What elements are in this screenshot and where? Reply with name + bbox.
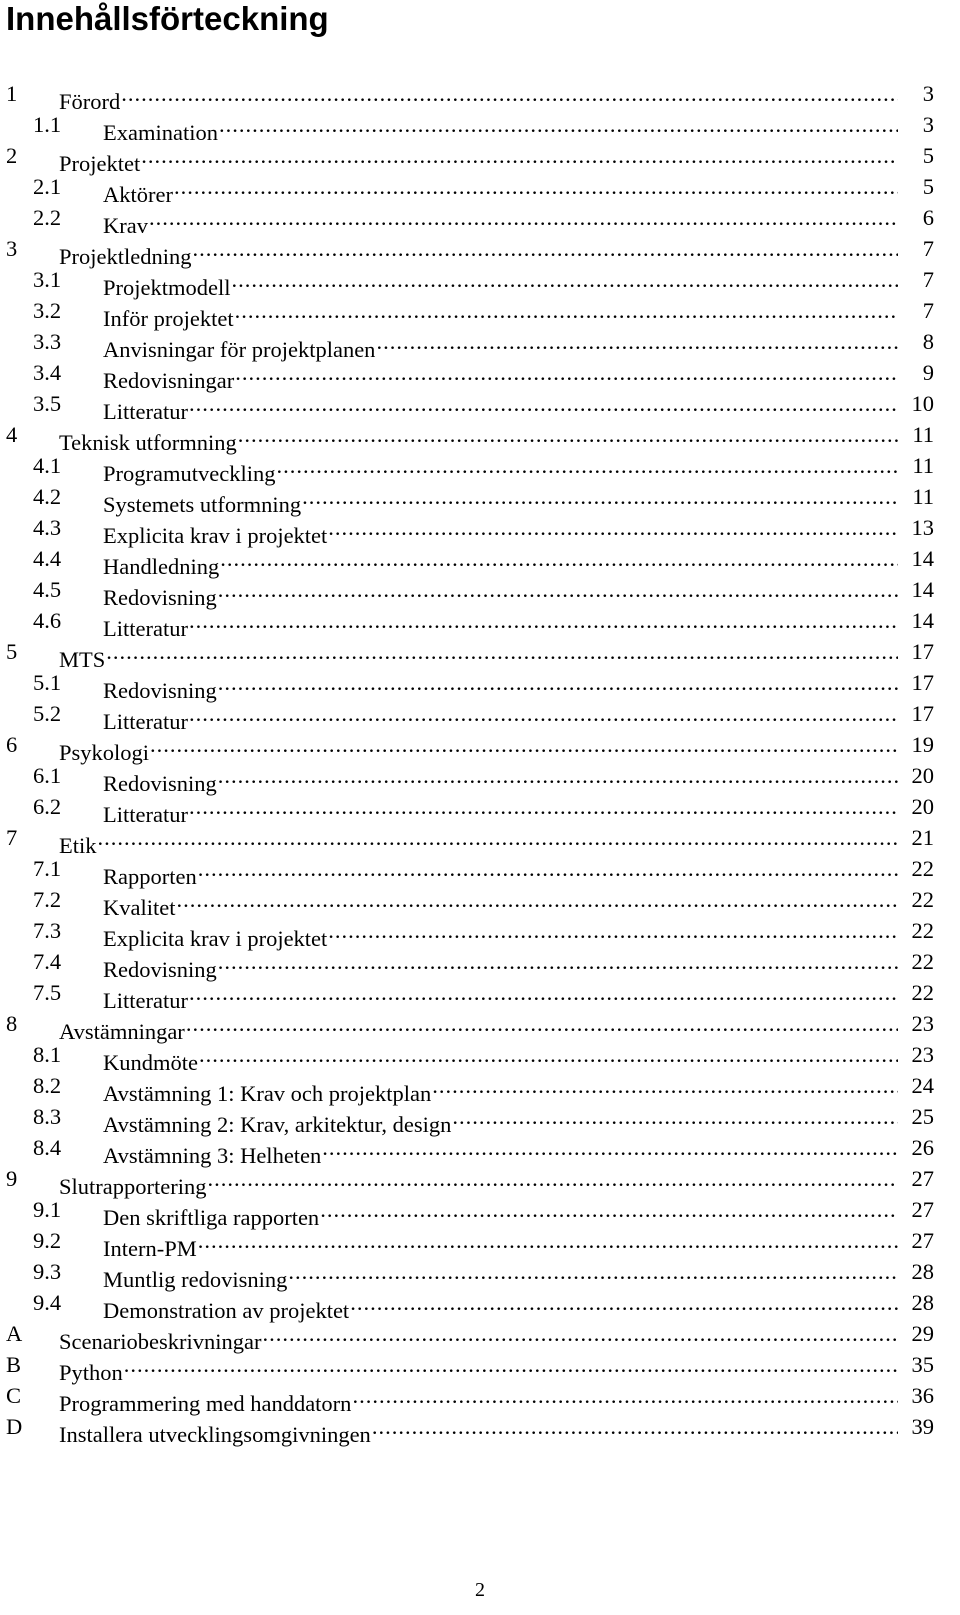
toc-entry-page: 11	[912, 422, 934, 447]
toc-entry-number: 2.2	[33, 205, 62, 230]
toc-entry-title-wrap	[59, 1411, 898, 1450]
dot-leader	[199, 1039, 898, 1070]
toc-entry[interactable]	[0, 233, 960, 269]
dot-leader	[235, 357, 898, 388]
dot-leader	[350, 1287, 898, 1318]
toc-entry-page: 6	[922, 205, 934, 230]
dot-leader	[141, 140, 898, 171]
toc-entry-title: Kvalitet	[103, 895, 176, 920]
toc-entry-title: Psykologi	[59, 740, 150, 765]
toc-entry-page: 7	[922, 267, 934, 292]
dot-leader	[220, 543, 898, 574]
toc-entry-number: 9	[6, 1166, 18, 1191]
toc-entry-number: 7.4	[33, 949, 62, 974]
toc-entry-page: 39	[911, 1414, 934, 1439]
toc-entry[interactable]	[0, 822, 960, 858]
toc-entry-number: 9.3	[33, 1259, 62, 1284]
toc-entry-title: Avstämning 3: Helheten	[103, 1143, 322, 1168]
dot-leader	[288, 1256, 898, 1287]
toc-entry-title: Redovisning	[103, 585, 217, 610]
toc-entry-title: Litteratur	[103, 616, 188, 641]
toc-entry-number: 7.2	[33, 887, 62, 912]
toc-entry-title: Den skriftliga rapporten	[103, 1205, 320, 1230]
toc-entry-page: 14	[911, 577, 934, 602]
toc-entry-title: Programmering med handdatorn	[59, 1391, 352, 1416]
toc-entry-title: Handledning	[103, 554, 220, 579]
dot-leader	[218, 946, 898, 977]
toc-entry-number: 4.2	[33, 484, 62, 509]
toc-entry-title: Avstämning 1: Krav och projektplan	[103, 1081, 432, 1106]
toc-entry[interactable]	[0, 667, 960, 703]
dot-leader	[189, 977, 898, 1008]
toc-entry-title: Litteratur	[103, 709, 188, 734]
dot-leader	[192, 233, 898, 264]
page-number: 2	[475, 1579, 485, 1601]
dot-leader	[452, 1101, 898, 1132]
dot-leader	[174, 171, 898, 202]
toc-entry-title: Installera utvecklingsomgivningen	[59, 1422, 371, 1447]
toc-entry[interactable]	[0, 388, 960, 424]
toc-entry[interactable]	[0, 512, 960, 548]
toc-entry-number: 6	[6, 732, 18, 757]
dot-leader	[322, 1132, 898, 1163]
toc-entry-number: 2.1	[33, 174, 62, 199]
toc-entry[interactable]	[0, 1380, 960, 1416]
toc-entry-page: 22	[911, 980, 934, 1005]
toc-entry[interactable]	[0, 1039, 960, 1075]
toc-entry-title: Programutveckling	[103, 461, 276, 486]
dot-leader	[189, 388, 898, 419]
toc-entry[interactable]	[0, 977, 960, 1013]
toc-entry-title: Avstämningar	[59, 1019, 185, 1044]
toc-entry-number: 7.1	[33, 856, 62, 881]
toc-entry-page: 22	[911, 949, 934, 974]
dot-leader	[302, 481, 898, 512]
toc-entry-number: 8.1	[33, 1042, 62, 1067]
toc-entry-page: 11	[912, 453, 934, 478]
toc-entry-page: 27	[911, 1166, 934, 1191]
toc-entry-page: 22	[911, 856, 934, 881]
toc-entry[interactable]	[0, 791, 960, 827]
toc-entry[interactable]	[0, 605, 960, 641]
toc-entry-title: Redovisning	[103, 678, 217, 703]
dot-leader	[198, 853, 898, 884]
dot-leader	[106, 636, 898, 667]
toc-entry-number: 8.3	[33, 1104, 62, 1129]
toc-entry-number: 3.3	[33, 329, 62, 354]
toc-entry-title: Python	[59, 1360, 123, 1385]
toc-entry-title: Projektmodell	[103, 275, 231, 300]
toc-entry[interactable]	[0, 574, 960, 610]
toc-entry-title: Kundmöte	[103, 1050, 198, 1075]
dot-leader	[207, 1163, 898, 1194]
toc-entry[interactable]	[0, 171, 960, 207]
toc-entry-title: Anvisningar för projektplanen	[103, 337, 376, 362]
toc-entry[interactable]	[0, 1318, 960, 1354]
toc-entry-title: Aktörer	[103, 182, 173, 207]
toc-entry[interactable]	[0, 357, 960, 393]
toc-entry-page: 35	[911, 1352, 934, 1377]
table-of-contents	[0, 78, 960, 1447]
toc-entry-number: 8.2	[33, 1073, 62, 1098]
toc-entry-page: 23	[911, 1042, 934, 1067]
toc-entry[interactable]	[0, 1225, 960, 1261]
toc-entry[interactable]	[0, 1070, 960, 1106]
toc-entry-number: C	[6, 1383, 22, 1408]
dot-leader	[376, 326, 898, 357]
toc-entry-title: Inför projektet	[103, 306, 234, 331]
toc-entry-page: 17	[911, 701, 934, 726]
dot-leader	[198, 1225, 898, 1256]
toc-entry-number: 8.4	[33, 1135, 62, 1160]
toc-entry-title: Litteratur	[103, 802, 188, 827]
toc-entry-number: 2	[6, 143, 18, 168]
dot-leader	[218, 667, 898, 698]
toc-entry-number: 1	[6, 81, 18, 106]
toc-entry-page: 9	[922, 360, 934, 385]
toc-entry[interactable]	[0, 264, 960, 300]
toc-entry-page: 7	[922, 298, 934, 323]
toc-entry-page: 20	[911, 763, 934, 788]
dot-leader	[320, 1194, 898, 1225]
toc-entry-page: 5	[922, 143, 934, 168]
toc-entry-title: Redovisningar	[103, 368, 235, 393]
toc-entry-title: Krav	[103, 213, 148, 238]
toc-entry[interactable]	[0, 1287, 960, 1323]
toc-entry-page: 7	[922, 236, 934, 261]
toc-entry[interactable]	[0, 450, 960, 486]
toc-entry-number: 8	[6, 1011, 18, 1036]
toc-entry-page: 22	[911, 918, 934, 943]
dot-leader	[235, 295, 898, 326]
toc-entry-title: Förord	[59, 89, 121, 114]
toc-entry-page: 3	[922, 81, 934, 106]
toc-entry-title: Litteratur	[103, 399, 188, 424]
toc-entry-number: 9.2	[33, 1228, 62, 1253]
toc-entry-title: Muntlig redovisning	[103, 1267, 288, 1292]
toc-entry-number: 6.1	[33, 763, 62, 788]
toc-entry-title: Projektet	[59, 151, 141, 176]
dot-leader	[238, 419, 898, 450]
toc-entry-number: 4	[6, 422, 18, 447]
toc-entry[interactable]	[0, 1411, 960, 1447]
toc-entry-number: 7.3	[33, 918, 62, 943]
toc-entry-number: 9.1	[33, 1197, 62, 1222]
dot-leader	[176, 884, 898, 915]
toc-entry-page: 3	[922, 112, 934, 137]
dot-leader	[124, 1349, 898, 1380]
toc-entry-number: 3.2	[33, 298, 62, 323]
dot-leader	[189, 791, 898, 822]
toc-entry-title: Explicita krav i projektet	[103, 926, 328, 951]
toc-entry[interactable]	[0, 1163, 960, 1199]
toc-entry-title: Etik	[59, 833, 97, 858]
dot-leader	[189, 698, 898, 729]
toc-entry[interactable]	[0, 1132, 960, 1168]
page-title: Innehållsförteckning	[6, 0, 329, 37]
toc-entry-number: 5.1	[33, 670, 62, 695]
dot-leader	[372, 1411, 898, 1442]
toc-entry[interactable]	[0, 1349, 960, 1385]
dot-leader	[98, 822, 899, 853]
toc-entry-number: 7.5	[33, 980, 62, 1005]
toc-entry-number: 6.2	[33, 794, 62, 819]
toc-entry-title: Intern-PM	[103, 1236, 197, 1261]
toc-entry-page: 20	[911, 794, 934, 819]
dot-leader	[262, 1318, 898, 1349]
toc-entry-number: A	[6, 1321, 23, 1346]
dot-leader	[352, 1380, 898, 1411]
toc-entry-page: 25	[911, 1104, 934, 1129]
toc-entry[interactable]	[0, 78, 960, 114]
toc-entry[interactable]	[0, 109, 960, 145]
toc-entry[interactable]	[0, 1256, 960, 1292]
toc-entry-title: Teknisk utformning	[59, 430, 237, 455]
toc-entry[interactable]	[0, 915, 960, 951]
toc-entry[interactable]	[0, 1008, 960, 1044]
toc-entry-title: Slutrapportering	[59, 1174, 207, 1199]
toc-entry-page: 36	[911, 1383, 934, 1408]
toc-entry-number: 4.6	[33, 608, 62, 633]
toc-entry[interactable]	[0, 853, 960, 889]
toc-entry-page: 28	[911, 1259, 934, 1284]
dot-leader	[328, 512, 898, 543]
toc-entry[interactable]	[0, 760, 960, 796]
toc-entry-number: 3	[6, 236, 18, 261]
toc-entry-number: 7	[6, 825, 18, 850]
toc-entry-number: 3.5	[33, 391, 62, 416]
toc-entry-number: B	[6, 1352, 22, 1377]
dot-leader	[328, 915, 898, 946]
toc-entry-title: Redovisning	[103, 957, 217, 982]
toc-entry-page: 27	[911, 1228, 934, 1253]
toc-entry-page: 5	[922, 174, 934, 199]
toc-entry-title: Systemets utformning	[103, 492, 302, 517]
toc-entry[interactable]	[0, 202, 960, 238]
toc-entry-title: Litteratur	[103, 988, 188, 1013]
toc-entry[interactable]	[0, 1101, 960, 1137]
toc-entry-page: 8	[922, 329, 934, 354]
toc-entry-page: 29	[911, 1321, 934, 1346]
toc-entry[interactable]	[0, 636, 960, 672]
dot-leader	[189, 605, 898, 636]
toc-entry-page: 14	[911, 608, 934, 633]
toc-entry-page: 11	[912, 484, 934, 509]
toc-entry-number: 3.1	[33, 267, 62, 292]
toc-entry-title: MTS	[59, 647, 106, 672]
toc-entry-page: 22	[911, 887, 934, 912]
toc-entry-number: 5.2	[33, 701, 62, 726]
toc-entry-page: 14	[911, 546, 934, 571]
toc-entry-title: Explicita krav i projektet	[103, 523, 328, 548]
toc-entry-number: 4.3	[33, 515, 62, 540]
toc-entry-title: Examination	[103, 120, 218, 145]
toc-entry-page: 27	[911, 1197, 934, 1222]
toc-entry[interactable]	[0, 1194, 960, 1230]
dot-leader	[218, 760, 898, 791]
dot-leader	[121, 78, 898, 109]
toc-entry-title: Avstämning 2: Krav, arkitektur, design	[103, 1112, 452, 1137]
toc-entry-number: 3.4	[33, 360, 62, 385]
toc-entry-page: 17	[911, 670, 934, 695]
toc-entry-title: Scenariobeskrivningar	[59, 1329, 262, 1354]
toc-entry-page: 19	[911, 732, 934, 757]
dot-leader	[186, 1008, 898, 1039]
toc-entry-title: Rapporten	[103, 864, 197, 889]
toc-entry-page: 21	[911, 825, 934, 850]
dot-leader	[232, 264, 899, 295]
dot-leader	[150, 729, 898, 760]
toc-entry[interactable]	[0, 326, 960, 362]
toc-entry-number: 4.5	[33, 577, 62, 602]
dot-leader	[219, 109, 898, 140]
dot-leader	[276, 450, 898, 481]
toc-entry[interactable]	[0, 481, 960, 517]
toc-entry-title: Projektledning	[59, 244, 192, 269]
toc-entry[interactable]	[0, 729, 960, 765]
toc-entry-number: 9.4	[33, 1290, 62, 1315]
toc-entry-page: 10	[911, 391, 934, 416]
toc-entry[interactable]	[0, 419, 960, 455]
toc-entry[interactable]	[0, 543, 960, 579]
dot-leader	[432, 1070, 898, 1101]
toc-entry-number: 4.1	[33, 453, 62, 478]
toc-entry-page: 17	[911, 639, 934, 664]
toc-entry[interactable]	[0, 884, 960, 920]
dot-leader	[218, 574, 898, 605]
toc-entry-title: Redovisning	[103, 771, 217, 796]
toc-entry-number: 4.4	[33, 546, 62, 571]
toc-entry-page: 24	[911, 1073, 934, 1098]
toc-entry[interactable]	[0, 698, 960, 734]
toc-entry-page: 28	[911, 1290, 934, 1315]
toc-entry[interactable]	[0, 140, 960, 176]
toc-entry-page: 13	[911, 515, 934, 540]
toc-entry-title: Demonstration av projektet	[103, 1298, 350, 1323]
toc-entry[interactable]	[0, 946, 960, 982]
toc-entry-number: 1.1	[33, 112, 62, 137]
toc-entry-page: 26	[911, 1135, 934, 1160]
toc-entry[interactable]	[0, 295, 960, 331]
toc-entry-number: D	[6, 1414, 23, 1439]
toc-entry-number: 5	[6, 639, 18, 664]
dot-leader	[149, 202, 898, 233]
toc-entry-page: 23	[911, 1011, 934, 1036]
